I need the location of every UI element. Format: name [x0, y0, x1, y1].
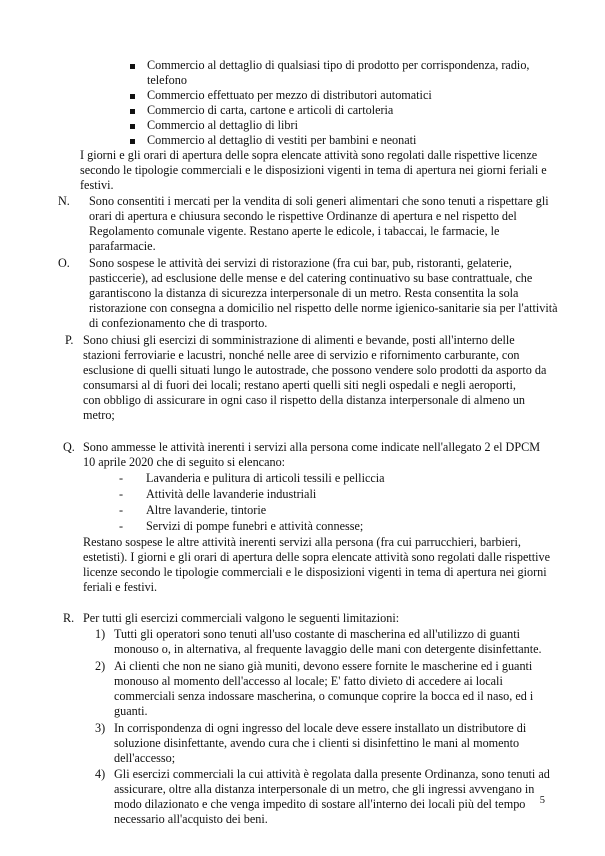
paragraph-line: Ai clienti che non ne siano già muniti, devono essere fornite le mascherine ed i guanti: [114, 659, 533, 673]
paragraph-line: orari di apertura e chiusura secondo le rispettive Ordinanze di apertura e nel rispetto del: [89, 209, 517, 223]
page-number: 5: [539, 795, 545, 806]
paragraph-line: Per tutti gli esercizi commerciali valgono le seguenti limitazioni:: [83, 611, 400, 625]
list-item: Attività delle lavanderie industriali: [146, 487, 317, 501]
paragraph-line: stazioni ferroviarie e lacustri, nonché nelle aree di servizio e rifornimento carburante, con: [83, 348, 520, 362]
list-item: Commercio al dettaglio di libri: [147, 118, 298, 132]
paragraph-line: Sono sospese le attività dei servizi di ristorazione (fra cui bar, pub, ristoranti, gelaterie,: [89, 256, 512, 270]
paragraph-line: monouso o, in alternativa, al frequente lavaggio delle mani con detergente disinfettante.: [114, 642, 542, 656]
list-item: Commercio effettuato per mezzo di distributori automatici: [147, 88, 432, 102]
bullet-icon: [130, 124, 135, 129]
paragraph-line: Regolamento comunale vigente. Restano aperte le edicole, i tabaccai, le farmacie, le: [89, 224, 500, 238]
paragraph-line: Sono ammesse le attività inerenti i servizi alla persona come indicate nell'allegato 2 el DPCM: [83, 440, 541, 454]
list-item: Lavanderia e pulitura di articoli tessili e pelliccia: [146, 471, 385, 485]
paragraph-line: di confezionamento che di trasporto.: [89, 316, 268, 330]
paragraph-line: 10 aprile 2020 che di seguito si elencano:: [83, 455, 286, 469]
paragraph-line: garantiscono la distanza di sicurezza interpersonale di un metro. Resta consentita la sola: [89, 286, 519, 300]
bullet-icon: [130, 94, 135, 99]
paragraph-line: monouso al momento dell'accesso al locale; E' fatto divieto di accedere ai locali: [114, 674, 503, 688]
item-number: 3): [95, 721, 106, 735]
paragraph-line: assicurare, oltre alla distanza interpersonale di un metro, che gli ingressi avvengano in: [114, 782, 535, 796]
item-number: 1): [95, 627, 106, 641]
section-label: O.: [58, 256, 70, 270]
paragraph-line: dell'accesso;: [114, 751, 176, 765]
paragraph-line: In corrispondenza di ogni ingresso del locale deve essere installato un distributore di: [114, 721, 527, 735]
paragraph-line: metro;: [83, 408, 115, 422]
list-item-continuation: telefono: [147, 73, 187, 87]
paragraph-line: ristorazione con consegna a domicilio nel rispetto delle norme igienico-sanitarie sia per l'attività: [89, 301, 558, 315]
paragraph-line: soluzione disinfettante, avendo cura che i clienti si disinfettino le mani al momento: [114, 736, 520, 750]
paragraph-line: licenze secondo le tipologie commerciali e le disposizioni vigenti in tema di apertura nei giorni: [83, 565, 547, 579]
section-label: P.: [65, 333, 74, 347]
bullet-icon: [130, 64, 135, 69]
paragraph-line: Gli esercizi commerciali la cui attività è regolata dalla presente Ordinanza, sono tenuti ad: [114, 767, 550, 781]
paragraph-line: Sono chiusi gli esercizi di somministrazione di alimenti e bevande, posti all'interno delle: [83, 333, 515, 347]
dash-icon: -: [119, 487, 124, 501]
paragraph-line: Sono consentiti i mercati per la vendita di soli generi alimentari che sono tenuti a rispettare gli: [89, 194, 549, 208]
list-item: Commercio di carta, cartone e articoli di cartoleria: [147, 103, 394, 117]
paragraph-line: esclusione di quelli situati lungo le autostrade, che possono vendere solo prodotti da asporto da: [83, 363, 547, 377]
paragraph-line: guanti.: [114, 704, 148, 718]
paragraph-line: necessario all'acquisto dei beni.: [114, 812, 268, 826]
item-number: 2): [95, 659, 106, 673]
paragraph-line: estetisti). I giorni e gli orari di apertura delle sopra elencate attività sono regolati dalle rispettive: [83, 550, 551, 564]
paragraph-line: Tutti gli operatori sono tenuti all'uso costante di mascherina ed all'utilizzo di guanti: [114, 627, 521, 641]
list-item: Servizi di pompe funebri e attività connesse;: [146, 519, 364, 533]
section-label: N.: [58, 194, 70, 208]
dash-icon: -: [119, 471, 124, 485]
bullet-icon: [130, 109, 135, 114]
list-item: Commercio al dettaglio di vestiti per bambini e neonati: [147, 133, 417, 147]
paragraph-line: festivi.: [80, 178, 114, 192]
paragraph-line: modo dilazionato e che venga impedito di sostare all'interno dei locali più del tempo: [114, 797, 526, 811]
paragraph-line: I giorni e gli orari di apertura delle sopra elencate attività sono regolati dalle rispettive licenze: [80, 148, 538, 162]
paragraph-line: feriali e festivi.: [83, 580, 158, 594]
paragraph-line: secondo le tipologie commerciali e le disposizioni vigenti in tema di apertura nei giorni feriali e: [80, 163, 547, 177]
section-label: Q.: [63, 440, 75, 454]
paragraph-line: consumarsi al di fuori dei locali; restano aperti quelli siti negli ospedali e negli aeroporti,: [83, 378, 516, 392]
item-number: 4): [95, 767, 106, 781]
paragraph-line: parafarmacie.: [89, 239, 156, 253]
paragraph-line: pasticcerie), ad esclusione delle mense e del catering continuativo su base contrattuale, che: [89, 271, 533, 285]
paragraph-line: Restano sospese le altre attività inerenti servizi alla persona (fra cui parrucchieri, barbieri,: [83, 535, 521, 549]
list-item: Commercio al dettaglio di qualsiasi tipo di prodotto per corrispondenza, radio,: [147, 58, 530, 72]
dash-icon: -: [119, 503, 124, 517]
bullet-icon: [130, 139, 135, 144]
list-item: Altre lavanderie, tintorie: [146, 503, 267, 517]
dash-icon: -: [119, 519, 124, 533]
paragraph-line: commerciali senza indossare mascherina, o comunque coprire la bocca ed il naso, ed i: [114, 689, 534, 703]
paragraph-line: con obbligo di assicurare in ogni caso il rispetto della distanza interpersonale di almeno un: [83, 393, 526, 407]
section-label: R.: [63, 611, 75, 625]
